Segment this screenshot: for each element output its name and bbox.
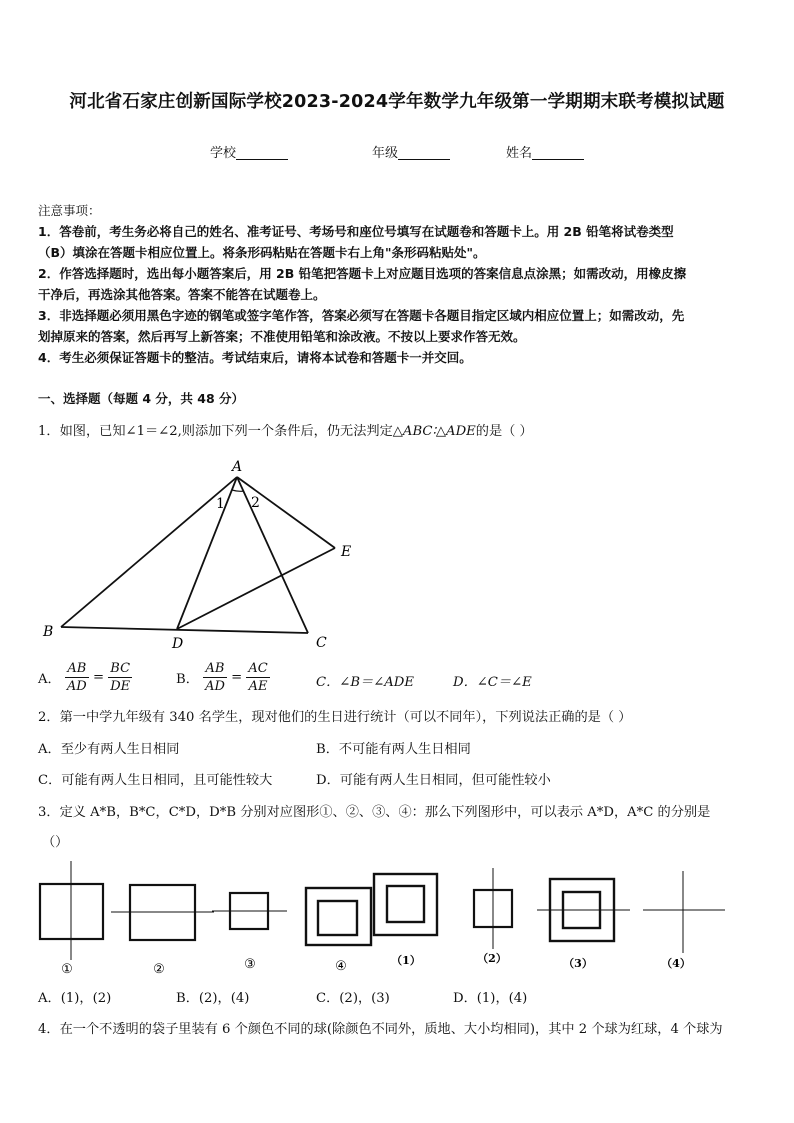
fig-label-1: ① (61, 962, 73, 977)
fraction-numerator: AB (65, 660, 89, 678)
fig4-outer-square (306, 888, 371, 945)
q2-option-a: A．至少有两人生日相同 (38, 742, 180, 757)
label-d: D (172, 636, 184, 652)
q1-stem-a: 1．如图，已知∠1＝∠2,则添加下列一个条件后，仍无法判定 (38, 424, 393, 439)
notes-line: 2．作答选择题时，选出每小题答案后，用 2B 铅笔把答题卡上对应题目选项的答案信息点涂黑；如需改动，用橡皮擦 (38, 266, 687, 281)
q2-option-b: B．不可能有两人生日相同 (316, 742, 471, 757)
segment-de (177, 548, 335, 629)
notes-heading: 注意事项： (38, 203, 101, 218)
q3-option-a: A．(1)，(2) (38, 991, 112, 1006)
fig-label-4: ④ (335, 959, 347, 974)
segment-ac (237, 477, 308, 633)
opt1-outer-square (374, 874, 437, 935)
segment-bc (61, 627, 308, 633)
opt-label-3: （3） (563, 957, 593, 970)
segment-ae (237, 477, 335, 548)
q1-option-b-label: B． (176, 672, 199, 687)
label-e: E (341, 544, 352, 560)
q1-triangle-figure (0, 455, 400, 655)
q1-option-a (38, 660, 132, 695)
q1-stem (38, 420, 533, 439)
notes-line: 1．答卷前，考生务必将自己的姓名、准考证号、考场号和座位号填写在试题卷和答题卡上。用 2B 铅笔将试卷类型 (38, 224, 674, 239)
q1-option-b (176, 660, 270, 695)
fraction-denominator: AD (66, 679, 87, 694)
q2-option-d: D．可能有两人生日相同，但可能性较小 (316, 773, 551, 788)
fraction-numerator: BC (108, 660, 132, 678)
q1-option-a-label: A． (38, 672, 61, 687)
school-field (210, 142, 288, 161)
name-field (506, 142, 584, 161)
q3-option-b: B．(2)，(4) (176, 991, 250, 1006)
notes-line: 3．非选择题必须用黑色字迹的钢笔或签字笔作答，答案必须写在答题卡各题目指定区域内相应位置上；如需改动，先 (38, 308, 685, 323)
q3-option-d: D．(1)，(4) (453, 991, 528, 1006)
page-title: 河北省石家庄创新国际学校2023-2024学年数学九年级第一学期期末联考模拟试题 (69, 92, 725, 112)
equals-sign: = (92, 670, 104, 685)
q3-stem: 3．定义 A*B，B*C，C*D，D*B 分别对应图形①、②、③、④：那么下列图形中，可以表示 A*D，A*C 的分别是 (38, 805, 711, 820)
fraction-denominator: AD (205, 679, 225, 694)
opt-label-2: （2） (477, 952, 507, 965)
fig-label-3: ③ (244, 957, 256, 972)
grade-label: 年级 (372, 146, 399, 161)
notes-line: 干净后，再选涂其他答案。答案不能答在试题卷上。 (38, 287, 326, 302)
q1-option-c: C．∠B＝∠ADE (316, 675, 414, 690)
q3-stem-paren: （） (42, 835, 69, 850)
notes-block (38, 200, 686, 368)
q3-option-c: C．(2)，(3) (316, 991, 390, 1006)
q4-stem: 4．在一个不透明的袋子里装有 6 个颜色不同的球(除颜色不同外，质地、大小均相同)，其中 2 个球为红球，4 个球为 (38, 1022, 723, 1037)
q1-stem-c: 的是（ ） (475, 424, 533, 439)
fraction-denominator: DE (110, 679, 131, 694)
fraction-numerator: AC (248, 661, 268, 676)
segment-ab (61, 477, 237, 627)
notes-line: 划掉原来的答案，然后再写上新答案；不准使用铅笔和涂改液。不按以上要求作答无效。 (38, 329, 526, 344)
fraction-numerator: AB (203, 660, 227, 678)
name-label: 姓名 (506, 146, 533, 161)
q1-option-d: D．∠C＝∠E (453, 675, 532, 690)
school-blank (236, 145, 288, 160)
grade-blank (398, 145, 450, 160)
notes-line: 4．考生必须保证答题卡的整洁。考试结束后，请将本试卷和答题卡一并交回。 (38, 350, 472, 365)
fraction-denominator: AE (248, 679, 268, 694)
label-a: A (232, 459, 243, 475)
label-b: B (43, 624, 54, 640)
notes-line: （B）填涂在答题卡相应位置上。将条形码粘贴在答题卡右上角"条形码粘贴处"。 (38, 245, 486, 260)
opt-label-4: （4） (661, 957, 691, 970)
label-c: C (316, 635, 327, 651)
equals-sign: = (231, 670, 243, 685)
label-angle-2: 2 (251, 495, 260, 511)
fig4-inner-square (318, 901, 357, 935)
opt-label-1: （1） (391, 954, 421, 967)
q1-stem-b: △ABC∶△ADE (392, 424, 476, 439)
segment-ad (177, 477, 237, 629)
opt1-inner-square (387, 886, 424, 922)
grade-field (372, 142, 450, 161)
name-blank (532, 145, 584, 160)
fig-label-2: ② (153, 962, 165, 977)
section-title: 一、选择题（每题 4 分，共 48 分） (38, 391, 245, 406)
label-angle-1: 1 (216, 496, 225, 512)
school-label: 学校 (210, 146, 237, 161)
q2-stem: 2．第一中学九年级有 340 名学生，现对他们的生日进行统计（可以不同年），下列说法正确的是（ ） (38, 710, 632, 725)
q2-option-c: C．可能有两人生日相同，且可能性较大 (38, 773, 273, 788)
q3-figures (0, 855, 794, 985)
